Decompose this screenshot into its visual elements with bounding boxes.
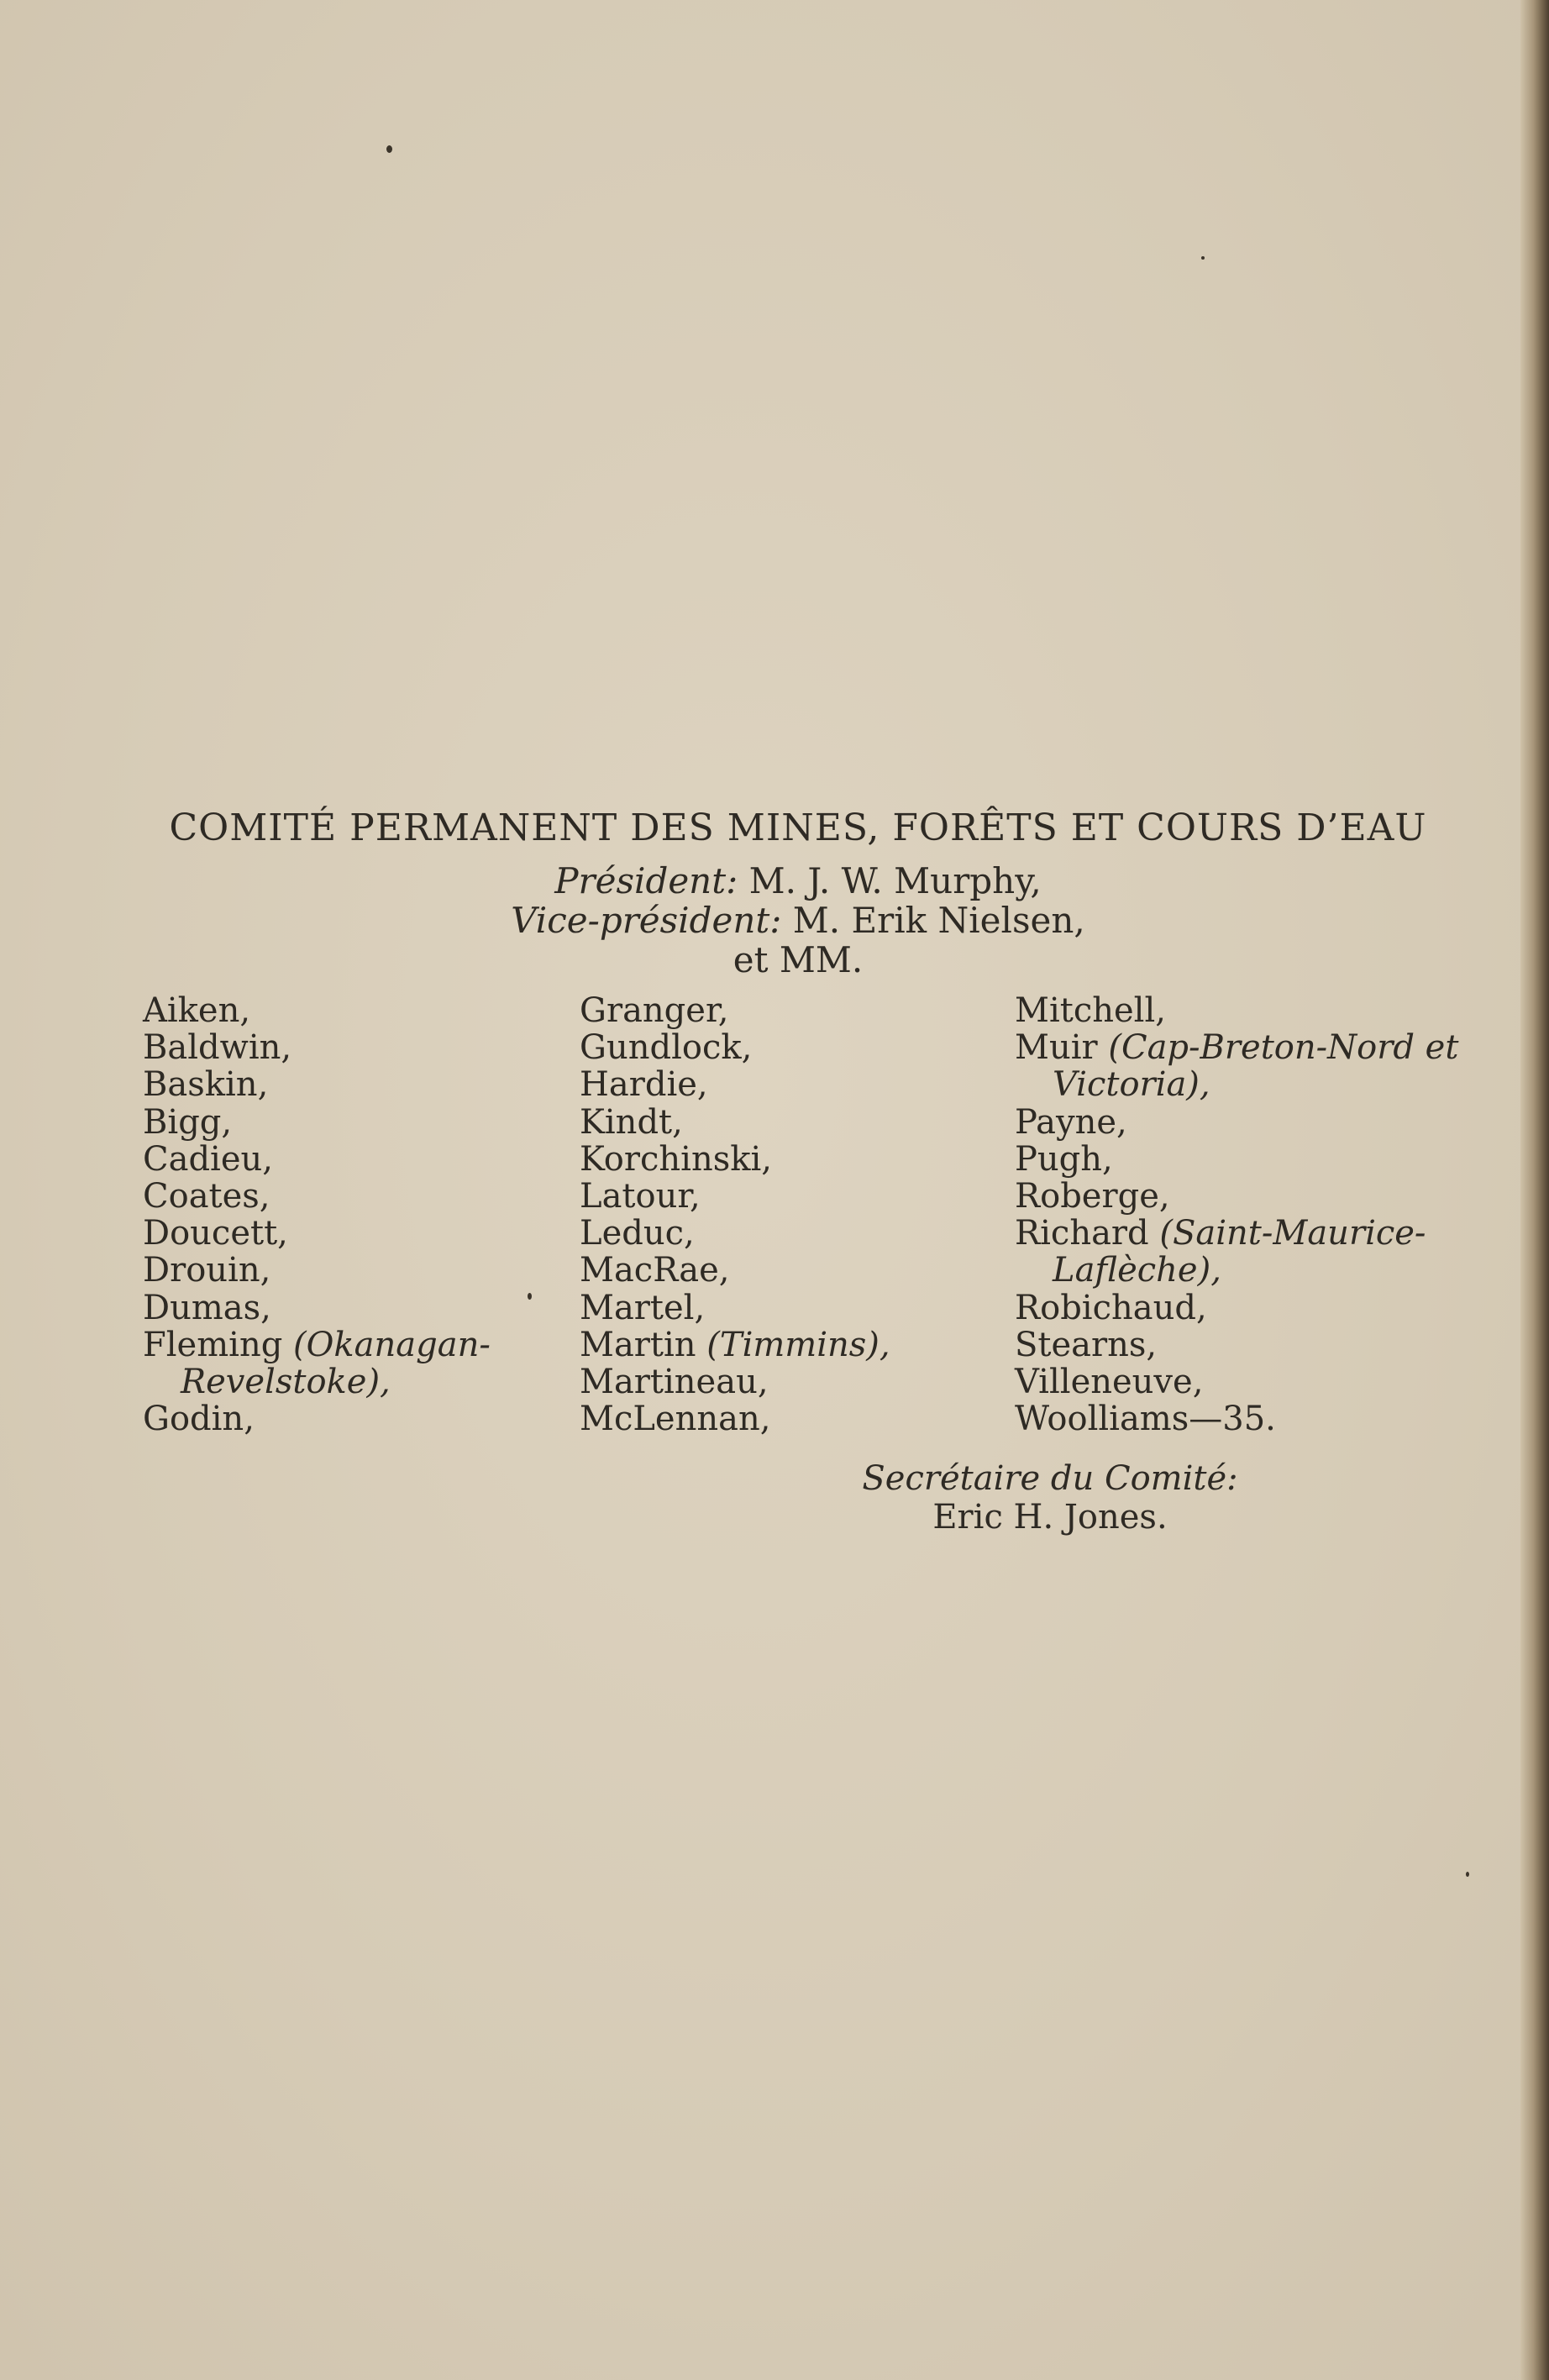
vice-president-name: M. Erik Nielsen, [792,900,1085,941]
member-name: Woolliams—35. [1015,1400,1276,1439]
member-name: MacRae, [580,1251,730,1290]
member-row [580,1215,890,1252]
member-name: Granger, [580,991,729,1030]
member-row [1015,1400,1458,1437]
member-row [1015,1141,1458,1178]
president-line [0,861,1549,901]
member-row [143,1141,491,1178]
member-row [1015,992,1458,1029]
member-riding: Victoria), [1053,1065,1210,1105]
member-name: Latour, [580,1177,701,1216]
member-row [580,1363,890,1400]
member-row [143,1104,491,1141]
member-riding: (Saint-Maurice- [1159,1214,1426,1253]
member-name: Villeneuve, [1015,1363,1204,1402]
member-name: Muir [1015,1028,1098,1068]
member-name: Godin, [143,1400,255,1439]
member-row [580,1066,890,1103]
member-row [1015,1363,1458,1400]
member-row [143,1327,491,1363]
member-row [143,1178,491,1215]
member-name: Bigg, [143,1102,233,1142]
member-name: Martineau, [580,1363,769,1402]
member-row [580,1178,890,1215]
member-name: Coates, [143,1177,270,1216]
member-name: Drouin, [143,1251,271,1290]
paper-speck [528,1293,532,1300]
member-row [143,1215,491,1252]
member-row [1015,1327,1458,1363]
president-name: M. J. W. Murphy, [748,860,1042,901]
member-name: Payne, [1015,1102,1127,1142]
member-riding: (Okanagan- [293,1325,491,1364]
member-name: Pugh, [1015,1139,1113,1179]
member-row [143,1290,491,1327]
member-row [143,1029,491,1066]
member-riding: (Cap-Breton-Nord et [1108,1028,1459,1068]
member-row [1015,1066,1458,1103]
vice-president-line [0,901,1549,940]
member-name: Mitchell, [1015,991,1166,1030]
member-name: Dumas, [143,1288,271,1327]
member-name: Robichaud, [1015,1288,1207,1327]
member-name: Aiken, [143,991,251,1030]
secretary-label: Secrétaire du Comité: [862,1459,1238,1498]
member-row [580,1141,890,1178]
committee-title: COMITÉ PERMANENT DES MINES, FORÊTS ET COURS D’EAU [169,806,1427,849]
member-row [143,1400,491,1437]
member-name: Martin [580,1325,696,1364]
member-name: Richard [1015,1214,1149,1253]
member-row [143,1363,491,1400]
member-row [1015,1215,1458,1252]
member-row [580,1029,890,1066]
committee-secretary [857,1459,1243,1537]
member-name: Leduc, [580,1214,695,1253]
member-name: Baskin, [143,1065,269,1105]
committee-officers [0,861,1549,980]
member-row [1015,1104,1458,1141]
members-column-2 [580,992,890,1437]
vice-president-label: Vice-président: [511,900,782,941]
paper-speck [386,145,392,153]
member-riding: Revelstoke), [181,1363,391,1402]
president-label: Président: [554,860,738,901]
members-intro: et MM. [732,939,864,980]
member-name: Doucett, [143,1214,288,1253]
members-column-1 [143,992,491,1437]
member-name: Hardie, [580,1065,708,1105]
member-riding: (Timmins), [706,1325,890,1364]
member-row [1015,1290,1458,1327]
member-name: Stearns, [1015,1325,1158,1364]
page-edge-shadow [1520,0,1549,2380]
member-row [580,1400,890,1437]
member-name: McLennan, [580,1400,771,1439]
member-row [580,1104,890,1141]
member-name: Roberge, [1015,1177,1170,1216]
member-name: Cadieu, [143,1139,273,1179]
paper-speck [1201,256,1205,260]
paper-speck [1466,1872,1469,1877]
member-riding: Laflèche), [1053,1251,1221,1290]
members-column-3 [1015,992,1458,1437]
member-name: Martel, [580,1288,706,1327]
member-row [1015,1029,1458,1066]
member-name: Baldwin, [143,1028,292,1068]
secretary-name: Eric H. Jones. [932,1498,1168,1537]
member-row [143,1066,491,1103]
member-name: Korchinski, [580,1139,773,1179]
member-row [580,1327,890,1363]
member-row [143,1252,491,1289]
member-row [143,992,491,1029]
member-row [1015,1252,1458,1289]
member-name: Gundlock, [580,1028,753,1068]
member-name: Kindt, [580,1102,683,1142]
member-row [580,992,890,1029]
member-row [580,1252,890,1289]
member-row [1015,1178,1458,1215]
member-name: Fleming [143,1325,283,1364]
member-row [580,1290,890,1327]
